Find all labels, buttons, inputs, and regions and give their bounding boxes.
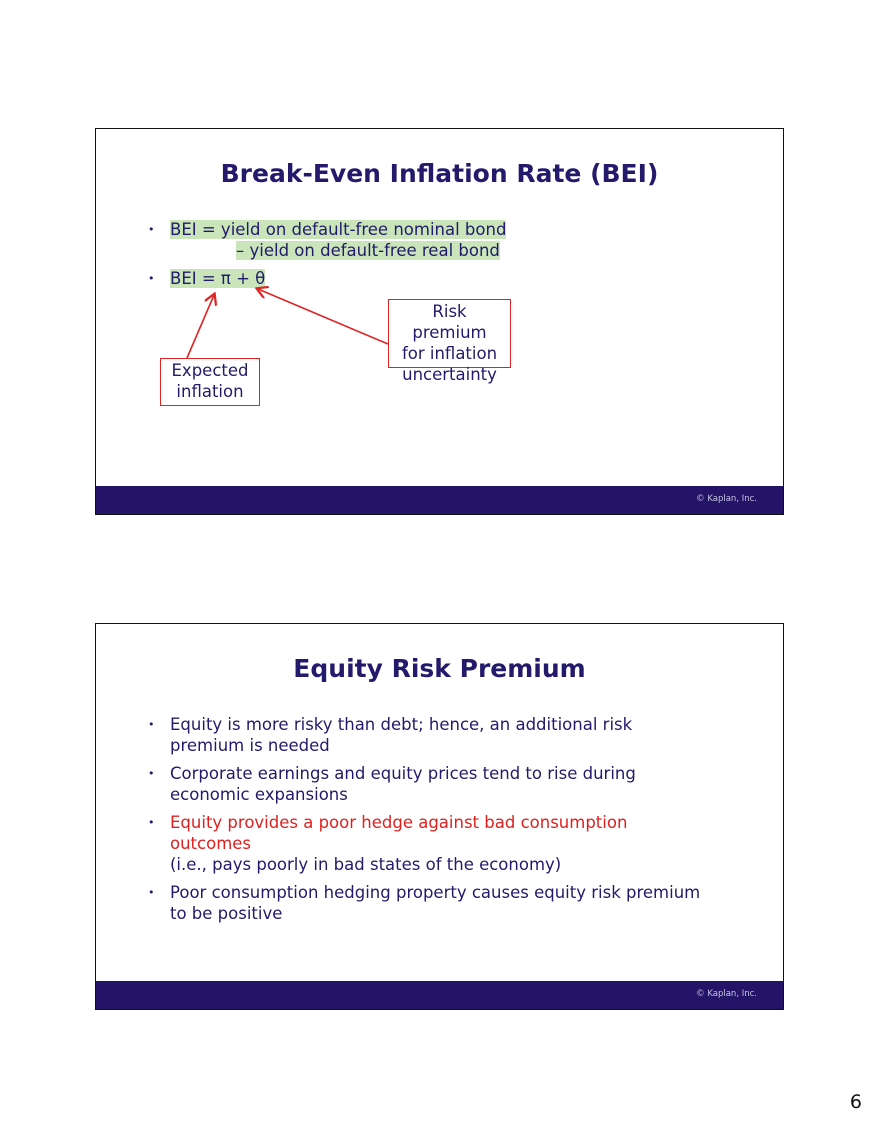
bullet-dot: • bbox=[148, 718, 155, 731]
bei-definition-line2: – yield on default-free real bond bbox=[236, 241, 500, 260]
callout-risk-premium bbox=[388, 299, 511, 384]
bullet-text-highlighted: Equity provides a poor hedge against bad consumption outcomes bbox=[170, 813, 628, 853]
bullet-dot: • bbox=[148, 767, 155, 780]
callout-line: inflation bbox=[176, 382, 244, 401]
slide-break-even-inflation bbox=[95, 128, 784, 515]
bullet-dot: • bbox=[148, 816, 155, 829]
callout-line: for inflation bbox=[401, 344, 498, 363]
callout-line: Risk premium bbox=[412, 302, 487, 342]
slide-title: Break-Even Inflation Rate (BEI) bbox=[220, 159, 659, 188]
bullet-list bbox=[146, 714, 703, 931]
bullet-dot: • bbox=[148, 886, 155, 899]
arrow-to-pi bbox=[187, 295, 214, 358]
callout-line: Expected bbox=[171, 361, 249, 380]
footer-bar bbox=[96, 981, 783, 1009]
bullet-dot: • bbox=[148, 223, 155, 236]
slide-title: Equity Risk Premium bbox=[293, 654, 586, 683]
bullet-item bbox=[146, 763, 703, 805]
page-number: 6 bbox=[849, 1091, 862, 1113]
bullet-text: Corporate earnings and equity prices tend to rise during economic expansions bbox=[170, 764, 636, 804]
bei-definition-line1: BEI = yield on default-free nominal bond bbox=[170, 220, 507, 239]
bullet-item bbox=[146, 714, 703, 756]
bullet-text: Equity is more risky than debt; hence, an additional risk premium is needed bbox=[170, 715, 633, 755]
footer-bar bbox=[96, 486, 783, 514]
callout-expected-inflation bbox=[160, 358, 260, 406]
callout-line: uncertainty bbox=[402, 365, 497, 384]
bullet-item bbox=[146, 812, 703, 875]
slide-equity-risk-premium bbox=[95, 623, 784, 1010]
bullet-item bbox=[146, 882, 703, 924]
bullet-dot: • bbox=[148, 272, 155, 285]
bullet-text: Poor consumption hedging property causes equity risk premium to be positive bbox=[170, 883, 701, 923]
arrow-to-theta bbox=[258, 289, 388, 344]
copyright: © Kaplan, Inc. bbox=[696, 494, 757, 504]
bullet-text: (i.e., pays poorly in bad states of the economy) bbox=[170, 855, 562, 874]
bei-formula: BEI = π + θ bbox=[170, 269, 266, 288]
copyright: © Kaplan, Inc. bbox=[696, 989, 757, 999]
